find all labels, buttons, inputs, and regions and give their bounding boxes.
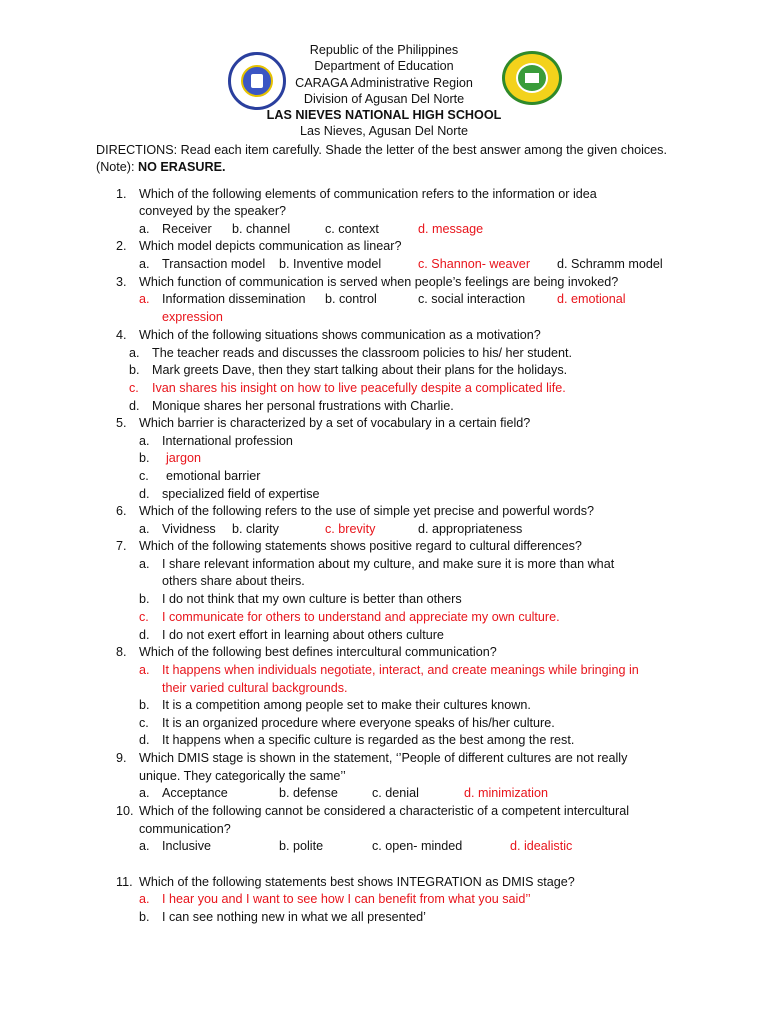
q9-option-b[interactable]: b. defense xyxy=(279,786,338,800)
q9-text-cont: unique. They categorically the same’’ xyxy=(139,769,346,783)
q1-option-a-letter[interactable]: a. xyxy=(139,222,150,236)
q10-option-d-answer[interactable]: d. idealistic xyxy=(510,839,573,853)
q8-number: 8. xyxy=(116,645,127,659)
q1-text: Which of the following elements of communication refers to the information or idea xyxy=(139,187,597,201)
q7-option-c-letter[interactable]: c. xyxy=(139,610,149,624)
q4-number: 4. xyxy=(116,328,127,342)
q7-option-b-letter[interactable]: b. xyxy=(139,592,150,606)
q1-number: 1. xyxy=(116,187,127,201)
q5-option-b-letter[interactable]: b. xyxy=(139,451,150,465)
q7-option-d-letter[interactable]: d. xyxy=(139,628,150,642)
q9-option-d-answer[interactable]: d. minimization xyxy=(464,786,548,800)
q2-option-b[interactable]: b. Inventive model xyxy=(279,257,382,271)
q7-option-a[interactable]: I share relevant information about my culture, and make sure it is more than what xyxy=(162,557,615,571)
q11-option-b[interactable]: I can see nothing new in what we all presented’ xyxy=(162,910,426,924)
q7-option-b[interactable]: I do not think that my own culture is better than others xyxy=(162,592,462,606)
q8-option-c-letter[interactable]: c. xyxy=(139,716,149,730)
header-division: Division of Agusan Del Norte xyxy=(303,91,465,106)
header-republic: Republic of the Philippines xyxy=(309,43,459,57)
q9-text: Which DMIS stage is shown in the statement, ‘’People of different cultures are not really xyxy=(139,751,628,765)
q10-option-a-letter[interactable]: a. xyxy=(139,839,150,853)
q10-text-cont: communication? xyxy=(139,822,231,836)
q8-option-c[interactable]: It is an organized procedure where everyone speaks of his/her culture. xyxy=(162,716,555,730)
q8-option-a-answer[interactable]: It happens when individuals negotiate, interact, and create meanings while bringing in xyxy=(162,663,639,677)
q7-option-c-answer[interactable]: I communicate for others to understand and appreciate my own culture. xyxy=(162,610,560,624)
q10-option-b[interactable]: b. polite xyxy=(279,839,324,853)
header-department: Department of Education xyxy=(314,59,454,74)
q2-option-d[interactable]: d. Schramm model xyxy=(557,257,663,271)
q2-option-a-letter[interactable]: a. xyxy=(139,257,150,271)
q3-option-b[interactable]: b. control xyxy=(325,292,377,306)
q3-option-a[interactable]: Information dissemination xyxy=(162,292,306,306)
q8-option-a-answer-cont: their varied cultural backgrounds. xyxy=(162,681,348,695)
q5-option-d-letter[interactable]: d. xyxy=(139,487,150,501)
q4-option-c-answer[interactable]: Ivan shares his insight on how to live peacefully despite a complicated life. xyxy=(152,381,566,395)
q11-option-a-letter[interactable]: a. xyxy=(139,892,150,906)
document-header xyxy=(0,42,768,140)
q1-option-b[interactable]: b. channel xyxy=(232,222,291,236)
q10-text: Which of the following cannot be considered a characteristic of a competent intercultural xyxy=(139,804,630,818)
q6-option-a-letter[interactable]: a. xyxy=(139,522,150,536)
q10-number: 10. xyxy=(116,804,134,818)
q8-option-a-letter[interactable]: a. xyxy=(139,663,150,677)
q2-text: Which model depicts communication as linear? xyxy=(139,239,402,253)
q3-number: 3. xyxy=(116,275,127,289)
q2-option-a[interactable]: Transaction model xyxy=(162,257,266,271)
q4-option-a[interactable]: The teacher reads and discusses the classroom policies to his/ her student. xyxy=(152,346,573,360)
q8-option-d[interactable]: It happens when a specific culture is regarded as the best among the rest. xyxy=(162,733,575,747)
q4-text: Which of the following situations shows communication as a motivation? xyxy=(139,328,541,342)
q10-option-c[interactable]: c. open- minded xyxy=(372,839,463,853)
q5-option-a-letter[interactable]: a. xyxy=(139,434,150,448)
q1-option-d-answer[interactable]: d. message xyxy=(418,222,484,236)
q11-option-b-letter[interactable]: b. xyxy=(139,910,150,924)
q8-option-b-letter[interactable]: b. xyxy=(139,698,150,712)
q6-option-d[interactable]: d. appropriateness xyxy=(418,522,523,536)
q4-option-c-letter[interactable]: c. xyxy=(129,381,139,395)
q3-option-c[interactable]: c. social interaction xyxy=(418,292,526,306)
q5-option-b-answer[interactable]: jargon xyxy=(166,451,202,465)
q4-option-a-letter[interactable]: a. xyxy=(129,346,140,360)
header-region: CARAGA Administrative Region xyxy=(295,75,473,90)
q4-option-d-letter[interactable]: d. xyxy=(129,399,140,413)
q2-option-c-answer[interactable]: c. Shannon- weaver xyxy=(418,257,531,271)
q9-option-c[interactable]: c. denial xyxy=(372,786,419,800)
q5-option-c-letter[interactable]: c. xyxy=(139,469,149,483)
directions-note xyxy=(96,159,225,175)
q11-option-a-answer[interactable]: I hear you and I want to see how I can benefit from what you said’’ xyxy=(162,892,531,906)
q9-number: 9. xyxy=(116,751,127,765)
q11-text: Which of the following statements best shows INTEGRATION as DMIS stage? xyxy=(139,875,575,889)
q3-option-d-answer-cont: expression xyxy=(162,310,223,324)
q8-text: Which of the following best defines intercultural communication? xyxy=(139,645,497,659)
q5-number: 5. xyxy=(116,416,127,430)
q7-option-d[interactable]: I do not exert effort in learning about others culture xyxy=(162,628,444,642)
header-school-name: LAS NIEVES NATIONAL HIGH SCHOOL xyxy=(266,108,502,123)
q6-option-b[interactable]: b. clarity xyxy=(232,522,279,536)
q3-text: Which function of communication is served when people’s feelings are being invoked? xyxy=(139,275,619,289)
note-prefix: (Note): xyxy=(96,160,138,174)
q9-option-a[interactable]: Acceptance xyxy=(162,786,228,800)
q8-option-d-letter[interactable]: d. xyxy=(139,733,150,747)
note-bold: NO ERASURE. xyxy=(138,160,226,174)
q11-number: 11. xyxy=(116,875,133,889)
q4-option-b[interactable]: Mark greets Dave, then they start talking about their plans for the holidays. xyxy=(152,363,568,377)
q10-option-a[interactable]: Inclusive xyxy=(162,839,211,853)
q7-option-a-cont: others share about theirs. xyxy=(162,574,305,588)
q9-option-a-letter[interactable]: a. xyxy=(139,786,150,800)
q6-option-c-answer[interactable]: c. brevity xyxy=(325,522,376,536)
q7-text: Which of the following statements shows positive regard to cultural differences? xyxy=(139,539,582,553)
q4-option-b-letter[interactable]: b. xyxy=(129,363,140,377)
directions-text: DIRECTIONS: Read each item carefully. Shade the letter of the best answer among the given choices. xyxy=(96,143,667,157)
q7-option-a-letter[interactable]: a. xyxy=(139,557,150,571)
q8-option-b[interactable]: It is a competition among people set to make their cultures known. xyxy=(162,698,531,712)
q5-option-d[interactable]: specialized field of expertise xyxy=(162,487,320,501)
header-address: Las Nieves, Agusan Del Norte xyxy=(299,124,468,139)
q4-option-d[interactable]: Monique shares her personal frustrations with Charlie. xyxy=(152,399,454,413)
q7-number: 7. xyxy=(116,539,127,553)
q5-option-c[interactable]: emotional barrier xyxy=(166,469,261,483)
q6-number: 6. xyxy=(116,504,127,518)
q6-text: Which of the following refers to the use of simple yet precise and powerful words? xyxy=(139,504,594,518)
q3-option-a-letter[interactable]: a. xyxy=(139,292,150,306)
q1-option-c[interactable]: c. context xyxy=(325,222,379,236)
q6-option-a[interactable]: Vividness xyxy=(162,522,216,536)
q1-text-cont: conveyed by the speaker? xyxy=(139,204,287,218)
q5-option-a[interactable]: International profession xyxy=(162,434,293,448)
q3-option-d-answer[interactable]: d. emotional xyxy=(557,292,626,306)
q5-text: Which barrier is characterized by a set of vocabulary in a certain field? xyxy=(139,416,531,430)
q2-number: 2. xyxy=(116,239,127,253)
q1-option-a[interactable]: Receiver xyxy=(162,222,212,236)
